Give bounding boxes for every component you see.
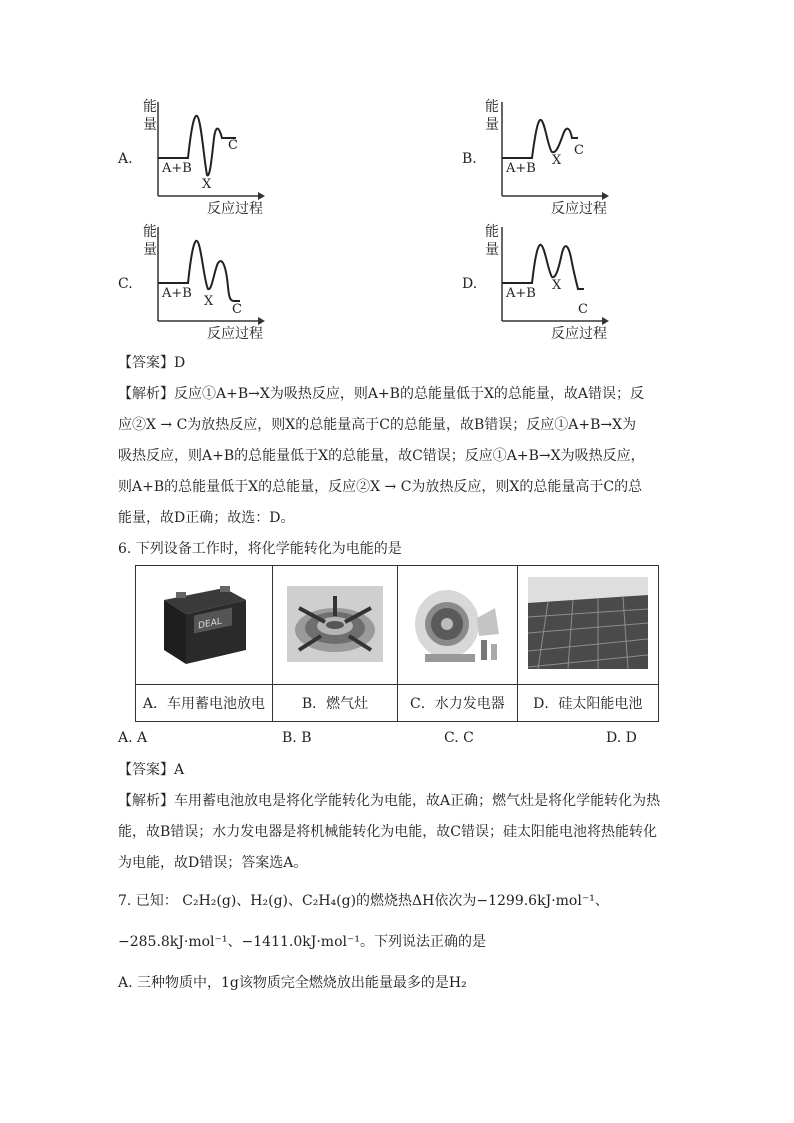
device-table <box>135 565 659 722</box>
diagram-y-label: 量 <box>485 242 499 258</box>
diagram-y-label: 量 <box>143 242 157 258</box>
diagram-y-label: 量 <box>143 117 157 133</box>
diagram-option-label: C. <box>118 276 133 292</box>
gas-stove-icon <box>285 578 385 668</box>
end-label: C <box>574 143 584 158</box>
q5-analysis-line: 应②X → C为放热反应，则X的总能量高于C的总能量，故B错误；反应①A+B→X为 <box>118 417 637 433</box>
q7-option-a: A. 三种物质中，1g该物质完全燃烧放出能量最多的是H₂ <box>118 975 467 991</box>
q7-value: −1299.6kJ·mol⁻¹ <box>476 893 595 909</box>
energy-curve-d <box>494 225 609 325</box>
diagram-option-label: A. <box>118 151 133 167</box>
svg-text:DEAL: DEAL <box>197 616 222 632</box>
mid-label: X <box>202 177 212 192</box>
q6-option-c: C. C <box>444 730 474 746</box>
diagram-x-label: 反应过程 <box>551 326 607 342</box>
diagram-x-label: 反应过程 <box>551 201 607 217</box>
q5-analysis-line: 吸热反应，则A+B的总能量低于X的总能量，故C错误；反应①A+B→X为吸热反应， <box>118 448 645 464</box>
diagram-option-label: D. <box>462 276 478 292</box>
start-label: A+B <box>162 161 192 176</box>
start-label: A+B <box>162 286 192 301</box>
q6-analysis-line: 能，故B错误；水力发电器是将机械能转化为电能，故C错误；硅太阳能电池将热能转化 <box>118 824 657 840</box>
diagram-y-label: 能 <box>485 99 499 115</box>
q6-analysis-line: 为电能，故D错误；答案选A。 <box>118 855 308 871</box>
q5-analysis-line: 能量，故D正确；故选：D。 <box>118 510 295 526</box>
diagram-x-label: 反应过程 <box>207 201 263 217</box>
start-label: A+B <box>506 161 536 176</box>
q7-stem-mid: 的燃烧热ΔH依次为 <box>356 893 477 909</box>
diagram-x-label: 反应过程 <box>207 326 263 342</box>
q6-option-d: D. D <box>606 730 637 746</box>
end-label: C <box>578 302 588 317</box>
q7-stem-prefix: 7. 已知： <box>118 893 178 909</box>
q6-option-b: B. B <box>282 730 312 746</box>
q7-species: C₂H₂(g) <box>182 893 237 909</box>
q6-analysis-line: 【解析】车用蓄电池放电是将化学能转化为电能，故A正确；燃气灶是将化学能转化为热 <box>118 793 661 809</box>
mid-label: X <box>204 294 214 309</box>
energy-curve-b <box>494 100 609 200</box>
device-caption: A．车用蓄电池放电 <box>136 685 273 722</box>
device-caption: B．燃气灶 <box>272 685 397 722</box>
q7-stem-line-2: −285.8kJ·mol⁻¹、−1411.0kJ·mol⁻¹。下列说法正确的是 <box>118 934 486 950</box>
solar-panel-icon <box>528 577 648 669</box>
q5-answer: 【答案】D <box>118 355 186 371</box>
q7-value: −285.8kJ·mol⁻¹ <box>118 934 228 950</box>
energy-curve-c <box>150 225 265 325</box>
q7-stem-suffix: 。下列说法正确的是 <box>360 934 486 950</box>
device-caption: D．硅太阳能电池 <box>517 685 658 722</box>
mid-label: X <box>552 278 562 293</box>
car-battery-icon <box>154 578 254 668</box>
q6-answer: 【答案】A <box>118 762 185 778</box>
diagram-option-label: B. <box>462 151 477 167</box>
q7-value: −1411.0kJ·mol⁻¹ <box>241 934 360 950</box>
end-label: C <box>228 138 238 153</box>
device-image-cell <box>517 566 658 685</box>
mid-label: X <box>552 153 562 168</box>
device-caption: C．水力发电器 <box>398 685 517 722</box>
diagram-y-label: 能 <box>485 224 499 240</box>
q5-analysis-line: 【解析】反应①A+B→X为吸热反应，则A+B的总能量低于X的总能量，故A错误；反 <box>118 386 645 402</box>
q6-option-a: A. A <box>118 730 148 746</box>
q5-analysis-line: 则A+B的总能量低于X的总能量，反应②X → C为放热反应，则X的总能量高于C的总 <box>118 479 643 495</box>
q7-species: H₂(g) <box>250 893 289 909</box>
device-image-cell <box>272 566 397 685</box>
end-label: C <box>232 302 242 317</box>
diagram-y-label: 能 <box>143 224 157 240</box>
device-image-cell <box>136 566 273 685</box>
q7-species: C₂H₄(g) <box>302 893 357 909</box>
device-image-cell <box>398 566 517 685</box>
diagram-y-label: 能 <box>143 99 157 115</box>
q7-stem-line-1: 7. 已知： C₂H₂(g)、H₂(g)、C₂H₄(g)的燃烧热ΔH依次为−1299.6kJ·mol⁻¹、 <box>118 893 609 909</box>
water-turbine-icon <box>407 578 507 668</box>
diagram-y-label: 量 <box>485 117 499 133</box>
q6-stem: 6. 下列设备工作时，将化学能转化为电能的是 <box>118 541 402 557</box>
start-label: A+B <box>506 286 536 301</box>
